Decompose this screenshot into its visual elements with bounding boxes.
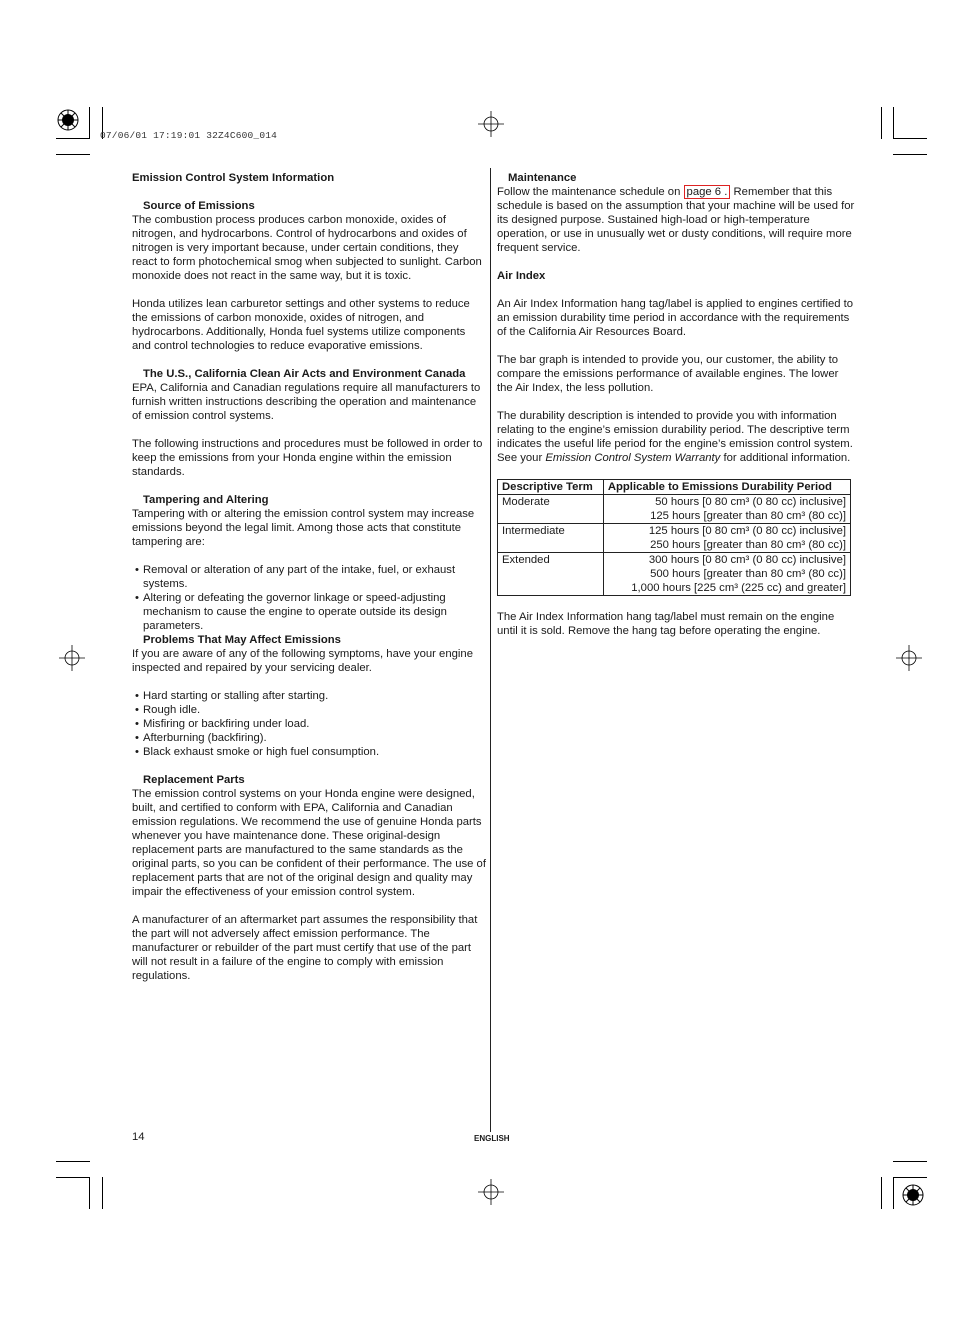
durability-period: 500 hours [greater than 80 cm³ (80 cc)] — [603, 567, 850, 581]
table-row — [498, 553, 851, 568]
problems-paragraph: If you are aware of any of the following symptoms, have your engine inspected and repaired by your servicing dealer. — [132, 648, 473, 674]
list-item: • Altering or defeating the governor linkage or speed-adjusting mechanism to cause the engine to operate outside its design parameters. — [132, 591, 486, 633]
air-index-paragraph — [497, 409, 855, 465]
durability-period: 125 hours [greater than 80 cm³ (80 cc)] — [603, 509, 850, 524]
crop-mark — [893, 1177, 894, 1209]
replacement-heading: Replacement Parts — [143, 774, 245, 786]
acts-paragraph: EPA, California and Canadian regulations require all manufacturers to furnish written instructions describing the operation and maintenance of emission control systems. — [132, 382, 481, 422]
problems-list — [132, 689, 486, 759]
crop-mark — [56, 1177, 90, 1178]
section-title: Emission Control System Information — [132, 172, 335, 184]
crop-mark — [893, 1161, 927, 1162]
replacement-paragraph: A manufacturer of an aftermarket part assumes the responsibility that the part will not adversely affect emission performance. The manufacturer or rebuilder of the part must certify that use of the part will not result in a failure of the engine to comply with emission regulations. — [132, 914, 478, 982]
durability-text: The durability description is intended to provide you with information relating to the engine’s emission durability period. The descriptive term indicates the useful life period for the engine’s emission control system. See your — [497, 410, 853, 464]
page-number: 14 — [132, 1131, 145, 1143]
air-index-heading: Air Index — [497, 270, 546, 282]
durability-table — [497, 479, 851, 596]
registration-crosshair-icon — [478, 1179, 504, 1205]
language-label: ENGLISH — [474, 1134, 510, 1143]
list-item: • Afterburning (backfiring). — [132, 731, 486, 745]
column-divider — [490, 168, 491, 1132]
crop-mark — [56, 138, 90, 139]
durability-period: 300 hours [0 80 cm³ (0 80 cc) inclusive] — [603, 553, 850, 568]
left-column — [132, 171, 486, 983]
page-6-link[interactable]: page 6 . — [684, 185, 731, 199]
crop-mark — [89, 107, 90, 139]
maintenance-paragraph — [497, 185, 855, 255]
durability-period: 1,000 hours [225 cm³ (225 cc) and greater] — [603, 581, 850, 596]
air-index-paragraph: The Air Index Information hang tag/label must remain on the engine until it is sold. Remove the hang tag before operating the engine. — [497, 611, 835, 637]
source-paragraph: The combustion process produces carbon monoxide, oxides of nitrogen, and hydrocarbons. Control of hydrocarbons and oxides of nitrogen is very important because, under certain conditions, they react to form photochemical smog when subjected to sunlight. Carbon monoxide does not react in the same way, but it is toxic. — [132, 214, 482, 282]
replacement-paragraph: The emission control systems on your Honda engine were designed, built, and certified to conform with EPA, California and Canadian emission regulations. We recommend the use of genuine Honda parts whenever you have maintenance done. These original-design replacement parts are manufactured to the same standards as the original parts, so you can be confident of their performance. The use of replacement parts that are not of the original design and quality may impair the effectiveness of your emission control system. — [132, 788, 486, 898]
crop-mark — [893, 154, 927, 155]
air-index-paragraph: An Air Index Information hang tag/label is applied to engines certified to an emission durability time period in accordance with the requirements of the California Air Resources Board. — [497, 298, 854, 338]
maintenance-heading: Maintenance — [508, 172, 577, 184]
list-item: • Black exhaust smoke or high fuel consumption. — [132, 745, 486, 759]
table-row — [498, 581, 851, 596]
list-item: • Removal or alteration of any part of the intake, fuel, or exhaust systems. — [132, 563, 486, 591]
tampering-heading: Tampering and Altering — [143, 494, 269, 506]
registration-crosshair-icon — [59, 645, 85, 671]
table-row — [498, 538, 851, 553]
list-item: • Hard starting or stalling after starting. — [132, 689, 486, 703]
list-item: • Rough idle. — [132, 703, 486, 717]
descriptive-term: Intermediate — [498, 524, 604, 539]
maintenance-text: Remember that this schedule is based on the assumption that your machine will be used for its designed purpose. Sustained high-load or high-temperature operation, or use in unusually wet or dusty conditions, will require more frequent service. — [497, 186, 855, 254]
acts-paragraph: The following instructions and procedures must be followed in order to keep the emissions from your Honda engine within the emission standards. — [132, 438, 483, 478]
acts-heading: The U.S., California Clean Air Acts and Environment Canada — [143, 368, 466, 380]
source-paragraph: Honda utilizes lean carburetor settings and other systems to reduce the emissions of carbon monoxide, oxides of nitrogen, and hydrocarbons. Additionally, Honda fuel systems utilize components and control technologies to reduce evaporative emissions. — [132, 298, 470, 352]
maintenance-text: Follow the maintenance schedule on — [497, 186, 681, 198]
registration-crosshair-icon — [478, 111, 504, 137]
table-header: Descriptive Term — [498, 480, 604, 495]
tampering-list — [132, 563, 486, 633]
tampering-paragraph: Tampering with or altering the emission control system may increase emissions beyond the legal limit. Among those acts that constitute tampering are: — [132, 508, 475, 548]
crop-mark — [102, 1177, 103, 1209]
table-row — [498, 509, 851, 524]
crop-mark — [893, 107, 894, 139]
list-item: • Misfiring or backfiring under load. — [132, 717, 486, 731]
durability-period: 50 hours [0 80 cm³ (0 80 cc) inclusive] — [603, 495, 850, 510]
descriptive-term: Moderate — [498, 495, 604, 510]
durability-text: for additional information. — [723, 452, 851, 464]
table-row — [498, 567, 851, 581]
right-column — [497, 171, 855, 638]
durability-period: 250 hours [greater than 80 cm³ (80 cc)] — [603, 538, 850, 553]
crop-mark — [56, 154, 90, 155]
table-row — [498, 495, 851, 510]
crop-mark — [893, 138, 927, 139]
registration-target-icon — [902, 1184, 924, 1206]
crop-mark — [89, 1177, 90, 1209]
source-heading: Source of Emissions — [143, 200, 255, 212]
crop-mark — [881, 107, 882, 139]
crop-mark — [56, 1161, 90, 1162]
crop-mark — [893, 1177, 927, 1178]
problems-heading: Problems That May Affect Emissions — [143, 634, 341, 646]
table-row — [498, 524, 851, 539]
descriptive-term: Extended — [498, 553, 604, 568]
air-index-paragraph: The bar graph is intended to provide you, our customer, the ability to compare the emissions performance of available engines. The lower the Air Index, the less pollution. — [497, 354, 839, 394]
registration-target-icon — [57, 109, 79, 131]
durability-period: 125 hours [0 80 cm³ (0 80 cc) inclusive] — [603, 524, 850, 539]
registration-crosshair-icon — [896, 645, 922, 671]
table-header: Applicable to Emissions Durability Period — [603, 480, 850, 495]
crop-mark — [881, 1177, 882, 1209]
warranty-reference: Emission Control System Warranty — [545, 452, 721, 464]
print-job-line: 07/06/01 17:19:01 32Z4C600_014 — [100, 130, 278, 141]
